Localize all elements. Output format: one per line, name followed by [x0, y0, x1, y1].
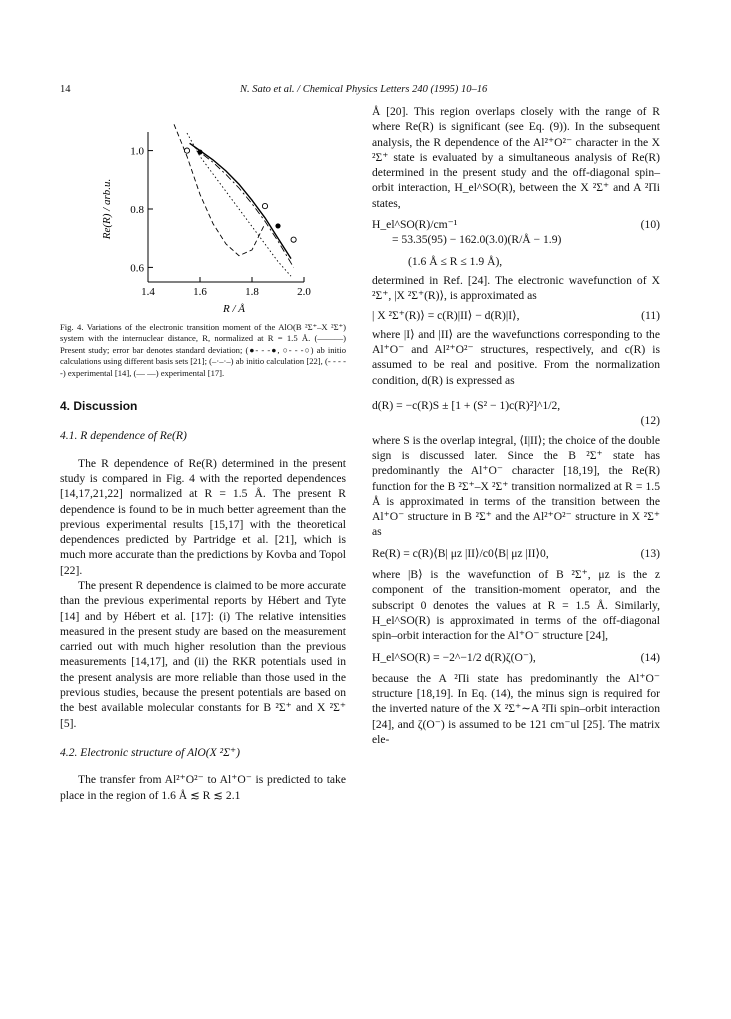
paragraph: The R dependence of Re(R) determined in the present study is compared in Fig. 4 with the reported dependences [14,17,21,22] normalized at R = 1.5 Å. The present R dependence is found to be in much better agreement than the previous experimental results [15,17] with the theoretical dependences predicted by Partridge et al. [21], which is much more accurate than the predictions by Kovba and Topol [22]. [60, 456, 346, 577]
data-point-open [262, 203, 267, 208]
right-column [372, 104, 660, 747]
y-tick-label: 1.0 [130, 145, 144, 158]
y-tick-label: 0.6 [130, 262, 144, 275]
left-column [60, 322, 346, 803]
x-tick-label: 1.4 [141, 286, 155, 298]
x-tick-label: 2.0 [297, 286, 311, 298]
equation-11: | X ²Σ⁺(R)⟩ = c(R)|II⟩ − d(R)|I⟩, (11) [372, 308, 660, 322]
subsection-heading-4-1: 4.1. R dependence of Re(R) [60, 429, 187, 443]
y-axis-label: Re(R) / arb.u. [101, 178, 113, 240]
equation-14: H_el^SO(R) = −2^−1/2 d(R)ζ(O⁻), (14) [372, 650, 660, 664]
section-heading: 4. Discussion [60, 399, 138, 414]
data-point-open [184, 148, 189, 153]
page-number: 14 [60, 84, 71, 95]
equation-13: Re(R) = c(R)⟨B| μz |II⟩/c0⟨B| μz |II⟩0, (13) [372, 546, 660, 560]
series-line-4 [187, 133, 291, 276]
figure-4-chart [78, 112, 328, 322]
paragraph: determined in Ref. [24]. The electronic wavefunction of X ²Σ⁺, |X ²Σ⁺(R)⟩, is approximated as [372, 273, 660, 303]
paragraph: where |I⟩ and |II⟩ are the wavefunctions corresponding to the Al⁺O⁻ and Al²⁺O²⁻ structures, respectively, and c(R) is assumed to be real and positive. From the normalization condition, d(R) is expressed as [372, 327, 660, 387]
data-point-filled [275, 223, 280, 228]
y-tick-label: 0.8 [130, 204, 144, 216]
running-header: N. Sato et al. / Chemical Physics Letters 240 (1995) 10–16 [240, 84, 488, 95]
equation-10: H_el^SO(R)/cm⁻¹ = 53.35(95) − 162.0(3.0)(R/Å − 1.9) (1.6 Å ≤ R ≤ 1.9 Å), (10) [372, 218, 660, 268]
paragraph: The transfer from Al²⁺O²⁻ to Al⁺O⁻ is predicted to take place in the region of 1.6 Å ≲ R ≲ 2.1 [60, 773, 346, 802]
paragraph: The present R dependence is claimed to be more accurate than the previous experimental reports by Hébert and Tyte [14] and by Hébert et al. [17]: (i) The relative intensities measured in the present study are based on the measurement carried out with much higher resolution than the previous measurements [14,17], and (ii) the RKR potentials used in the present analysis are more reliable than those used in the previous studies, because the present potentials are based on the best available molecular constants for B ²Σ⁺ and X ²Σ⁺ [5]. [60, 579, 346, 730]
paragraph: Å [20]. This region overlaps closely with the range of R where Re(R) is significant (see Eq. (9)). In the subsequent analysis, the R dependence of the Al²⁺O²⁻ character in the X ²Σ⁺ state is evaluated by a simultaneous analysis of Re(R) determined in the present study and the off-diagonal spin–orbit interaction, H_el^SO(R), between the X ²Σ⁺ and A ²Πi states, [372, 105, 660, 210]
data-point-filled [197, 149, 202, 154]
x-tick-label: 1.6 [193, 286, 207, 298]
x-axis-label: R / Å [223, 303, 245, 315]
paragraph: because the A ²Πi state has predominantly the Al⁺O⁻ structure [18,19]. In Eq. (14), the minus sign is required for the inverted nature of the X ²Σ⁺∼A ²Πi spin–orbit interaction [24], and ζ(O⁻) is assumed to be 121 cm⁻ul [25]. The matrix ele- [372, 671, 660, 746]
series-line-3 [174, 124, 265, 255]
subsection-heading-4-2: 4.2. Electronic structure of AlO(X ²Σ⁺) [60, 745, 240, 759]
paragraph: where |B⟩ is the wavefunction of B ²Σ⁺, μz is the z component of the transition-moment operator, and the subscript 0 denotes the values at R = 1.5 Å. Similarly, H_el^SO(R) is approximated in terms of the off-diagonal spin–orbit interaction for the Al⁺O⁻ structure [24], [372, 568, 660, 643]
paragraph: where S is the overlap integral, ⟨I|II⟩; the choice of the double sign is discussed later. Since the B ²Σ⁺ state has predominantly the Al⁺O⁻ character [18,19], the Re(R) function for the B ²Σ⁺–X ²Σ⁺ transition normalized at R = 1.5 Å is approximated in terms of the transition between the Al⁺O⁻ structure in B ²Σ⁺ and the Al²⁺O²⁻ structure in X ²Σ⁺ as [372, 433, 660, 539]
series-line-1 [190, 143, 291, 258]
data-point-open [291, 237, 296, 242]
series-line-2 [192, 145, 293, 268]
equation-12: d(R) = −c(R)S ± [1 + (S² − 1)c(R)²]^1/2, (12) [372, 399, 660, 428]
figure-caption: Fig. 4. Variations of the electronic transition moment of the AlO(B ²Σ⁺–X ²Σ⁺) system with the internuclear distance, R, normalized at R = 1.5 Å. (———) Present study; error bar denotes standard deviation; (●- - -●, ○- - -○) ab initio calculations using different basis sets [21]; (–·–·–) ab initio calculation [22], (- - - - -) experimental [14], (–– ––) experimental [17]. [60, 322, 346, 378]
x-tick-label: 1.8 [245, 286, 259, 298]
